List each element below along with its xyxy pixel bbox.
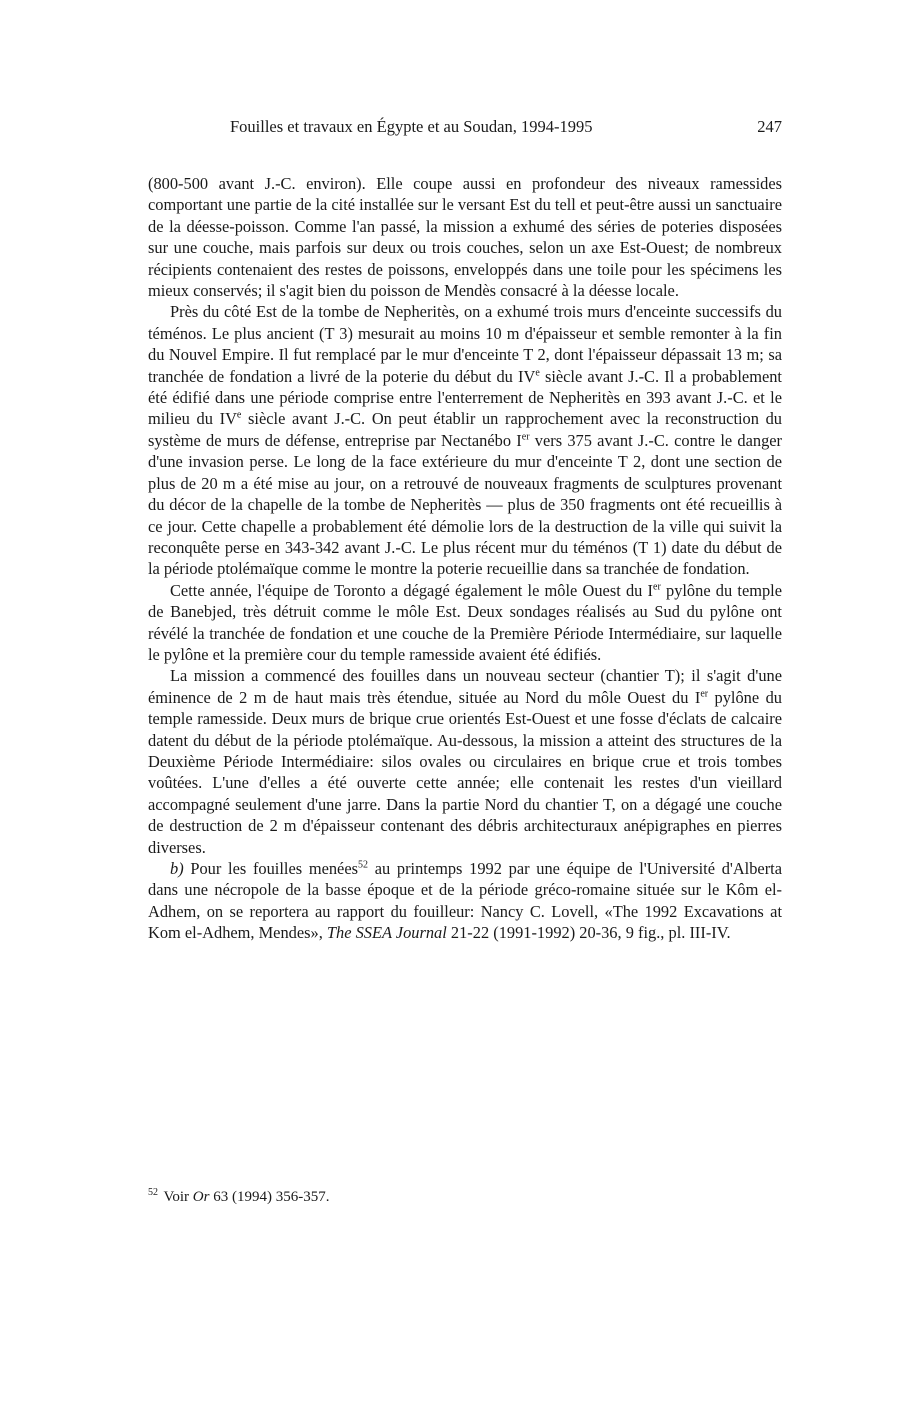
paragraph-5-label: b)	[170, 859, 184, 878]
paragraph-4-text-b: pylône du temple ramesside. Deux murs de brique crue orientés Est-Ouest et une fosse d'éclats de calcaire datent du début de la période ptolémaïque. Au-dessous, la mission a atteint des structures de la Deuxième Période Intermédiaire: silos ovales ou circulaires en brique crue et trois tombes voûtées. L'une d'elles a été ouverte cette année; elle contenait les restes d'un vieillard accompagné seulement d'une jarre. Dans la partie Nord du chantier T, on a dégagé une couche de destruction de 2 m d'épaisseur contenant des débris architecturaux anépigraphes en pierres diverses.	[148, 687, 782, 857]
superscript-er: er	[521, 431, 530, 443]
page-number: 247	[757, 117, 782, 136]
footnote-mark: 52	[148, 1187, 158, 1198]
paragraph-2-text-d: vers 375 avant J.-C. contre le danger d'une invasion perse. Le long de la face extérieure du mur d'enceinte T 2, dont une section de plus de 20 m a été mise au jour, on a retrouvé de nouveaux fragments de sculptures provenant du décor de la chapelle de la tombe de Nepheritès — plus de 350 fragments ont été recueillis à ce jour. Cette chapelle a probablement été démolie lors de la destruction de la ville qui suivit la reconquête perse en 343-342 avant J.-C. Le plus récent mur du téménos (T 1) date du début de la période ptolémaïque comme le montre la poterie recueillie dans sa tranchée de fondation.	[148, 430, 782, 579]
paragraph-3-text-b: pylône du temple de Banebjed, très détruit comme le môle Est. Deux sondages réalisés au Sud du pylône ont révélé la tranchée de fondation et une couche de la Première Période Intermédiaire, sur laquelle le pylône et la première cour du temple ramesside avaient été édifiés.	[148, 580, 782, 664]
body-text	[148, 173, 782, 944]
superscript-er: er	[653, 581, 661, 593]
footnote-text-b: 63 (1994) 356-357.	[209, 1189, 330, 1205]
paragraph-3-text-a: Cette année, l'équipe de Toronto a dégagé également le môle Ouest du I	[170, 580, 654, 600]
paragraph-4	[148, 665, 782, 858]
footnote-reference[interactable]: 52	[357, 859, 368, 871]
paragraph-5-text-a: Pour les fouilles menées	[183, 859, 358, 878]
paragraph-3	[148, 580, 782, 666]
running-title: Fouilles et travaux en Égypte et au Soudan, 1994-1995	[230, 117, 593, 136]
paragraph-1-text: (800-500 avant J.-C. environ). Elle coupe aussi en profondeur des niveaux ramessides comportant une partie de la cité installée sur le versant Est du tell et peut-être aussi un sanctuaire de la déesse-poisson. Comme l'an passé, la mission a exhumé des séries de poteries disposées sur une couche, mais parfois sur deux ou trois couches, selon un axe Est-Ouest; de nombreux récipients contenaient des restes de poissons, enveloppés dans une toile pour les spécimens les mieux conservés; il s'agit bien du poisson de Mendès consacré à la déesse locale.	[148, 174, 782, 301]
footnote-journal: Or	[192, 1189, 210, 1205]
running-header	[148, 117, 782, 143]
paragraph-2-text-b: siècle avant J.-C. Il a probablement été édifié dans une période comprise entre l'enterrement de Nepheritès en 393 avant J.-C. et le milieu du IV	[148, 366, 782, 429]
superscript-e: e	[535, 367, 540, 379]
paragraph-4-text-a: La mission a commencé des fouilles dans un nouveau secteur (chantier T); il s'agit d'une éminence de 2 m de haut mais très étendue, située au Nord du môle Ouest du I	[148, 666, 782, 707]
paragraph-2	[148, 301, 782, 579]
paragraph-5	[148, 858, 782, 944]
paragraph-5-text-c: 21-22 (1991-1992) 20-36, 9 fig., pl. III-IV.	[446, 923, 731, 943]
paragraph-1	[148, 173, 782, 301]
journal-title: The SSEA Journal	[326, 923, 447, 943]
paragraph-2-text-a: Près du côté Est de la tombe de Nepheritès, on a exhumé trois murs d'enceinte successifs du téménos. Le plus ancient (T 3) mesurait au moins 10 m d'épaisseur et semble remonter à la fin du Nouvel Empire. Il fut remplacé par le mur d'enceinte T 2, dont l'épaisseur dépassait 13 m; sa tranchée de fondation a livré de la poterie du début du IV	[148, 302, 782, 386]
footnote	[148, 1187, 782, 1207]
footnote-text-a: Voir	[160, 1189, 193, 1205]
superscript-e: e	[236, 410, 242, 421]
paragraph-5-text-b: au printemps 1992 par une équipe de l'Université d'Alberta dans une nécropole de la basse époque et de la période gréco-romaine située sur le Kôm el-Adhem, on se reportera au rapport du fouilleur: Nancy C. Lovell, «The 1992 Excavations at Kom el-Adhem, Mendes»,	[148, 859, 782, 943]
superscript-er: er	[700, 688, 709, 700]
paragraph-2-text-c: siècle avant J.-C. On peut établir un rapprochement avec la reconstruction du système de murs de défense, entreprise par Nectanébo I	[148, 409, 783, 450]
